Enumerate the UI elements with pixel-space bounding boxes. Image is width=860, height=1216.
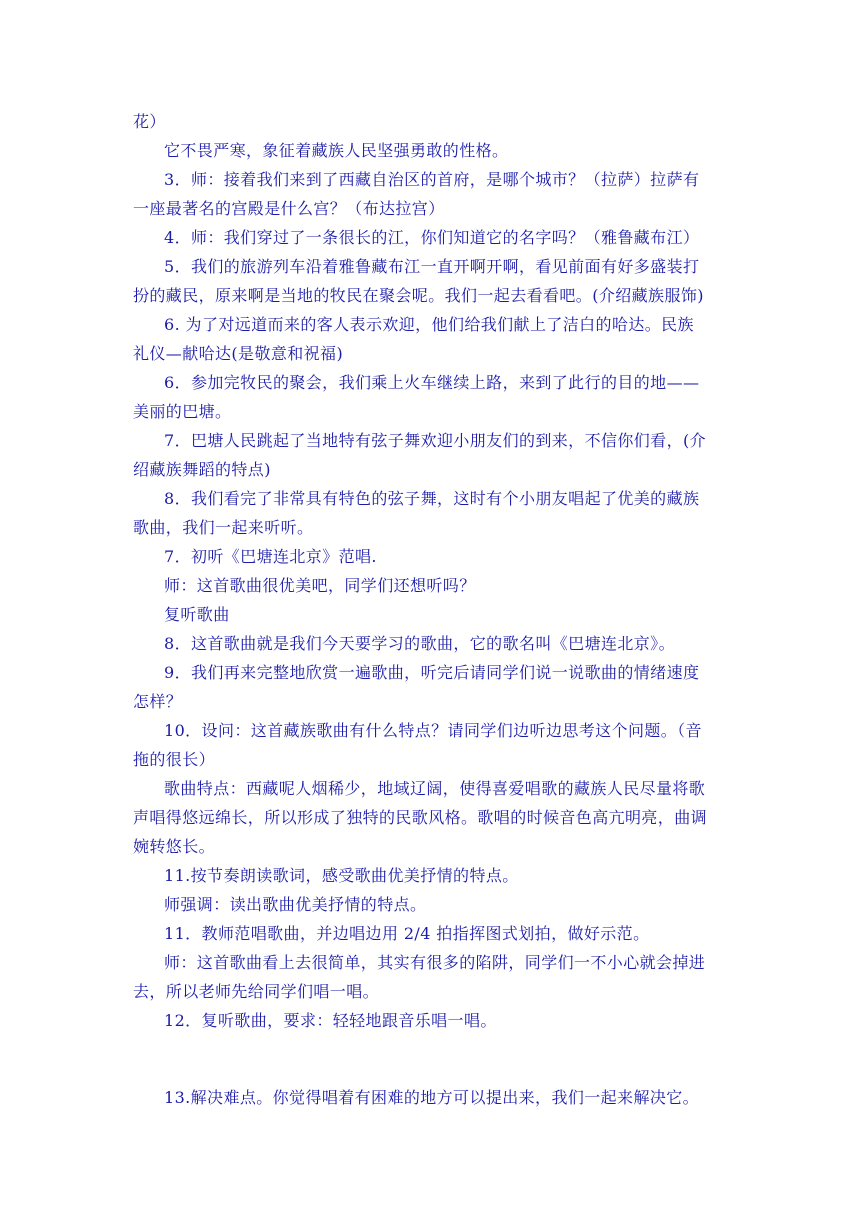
text-line: 礼仪—献哈达(是敬意和祝福) xyxy=(133,344,344,363)
text-line: 拖的很长） xyxy=(133,750,216,769)
text-line: 6. 为了对远道而来的客人表示欢迎，他们给我们献上了洁白的哈达。民族 xyxy=(164,315,694,334)
text-line: 歌曲特点：西藏呢人烟稀少，地域辽阔，使得喜爱唱歌的藏族人民尽量将歌 xyxy=(164,779,706,798)
text-line: 4．师：我们穿过了一条很长的江，你们知道它的名字吗？（雅鲁藏布江） xyxy=(164,228,700,247)
text-line: 歌曲，我们一起来听听。 xyxy=(133,518,314,537)
text-line: 复听歌曲 xyxy=(164,605,230,624)
text-line: 3．师：接着我们来到了西藏自治区的首府，是哪个城市？（拉萨）拉萨有 xyxy=(164,170,700,189)
text-line: 绍藏族舞蹈的特点) xyxy=(133,460,271,479)
text-line: 7．巴塘人民跳起了当地特有弦子舞欢迎小朋友们的到来，不信你们看，(介 xyxy=(164,431,707,450)
text-line: 怎样？ xyxy=(133,692,183,711)
text-line: 声唱得悠远绵长，所以形成了独特的民歌风格。歌唱的时候音色高亢明亮，曲调 xyxy=(133,808,708,827)
text-line: 6．参加完牧民的聚会，我们乘上火车继续上路，来到了此行的目的地—— xyxy=(164,373,700,392)
text-line: 8．这首歌曲就是我们今天要学习的歌曲，它的歌名叫《巴塘连北京》。 xyxy=(164,634,675,653)
text-line: 扮的藏民，原来啊是当地的牧民在聚会呢。我们一起去看看吧。(介绍藏族服饰) xyxy=(133,286,704,305)
text-line: 11.按节奏朗读歌词，感受歌曲优美抒情的特点。 xyxy=(164,866,519,885)
text-line: 13.解决难点。你觉得唱着有困难的地方可以提出来，我们一起来解决它。 xyxy=(164,1088,700,1107)
text-line: 一座最著名的宫殿是什么宫？（布达拉宫） xyxy=(133,199,445,218)
text-line: 8．我们看完了非常具有特色的弦子舞，这时有个小朋友唱起了优美的藏族 xyxy=(164,489,700,508)
text-line: 师：这首歌曲看上去很简单，其实有很多的陷阱，同学们一不小心就会掉进 xyxy=(164,953,706,972)
blank-line xyxy=(133,1035,733,1083)
document-body xyxy=(133,107,733,1112)
text-line: 美丽的巴塘。 xyxy=(133,402,232,421)
text-line: 10．设问：这首藏族歌曲有什么特点？请同学们边听边思考这个问题。（音 xyxy=(164,721,702,740)
text-line: 7．初听《巴塘连北京》范唱. xyxy=(164,547,377,566)
text-line: 9．我们再来完整地欣赏一遍歌曲，听完后请同学们说一说歌曲的情绪速度 xyxy=(164,663,700,682)
text-line: 5．我们的旅游列车沿着雅鲁藏布江一直开啊开啊，看见前面有好多盛装打 xyxy=(164,257,700,276)
text-line: 去，所以老师先给同学们唱一唱。 xyxy=(133,982,380,1001)
text-line: 婉转悠长。 xyxy=(133,837,216,856)
text-line: 12．复听歌曲，要求：轻轻地跟音乐唱一唱。 xyxy=(164,1011,497,1030)
text-line: 它不畏严寒，象征着藏族人民坚强勇敢的性格。 xyxy=(164,141,509,160)
text-line: 师强调：读出歌曲优美抒情的特点。 xyxy=(164,895,427,914)
text-line: 花） xyxy=(133,112,166,131)
text-line: 师：这首歌曲很优美吧，同学们还想听吗？ xyxy=(164,576,476,595)
text-line: 11．教师范唱歌曲，并边唱边用 2/4 拍指挥图式划拍，做好示范。 xyxy=(164,924,650,943)
